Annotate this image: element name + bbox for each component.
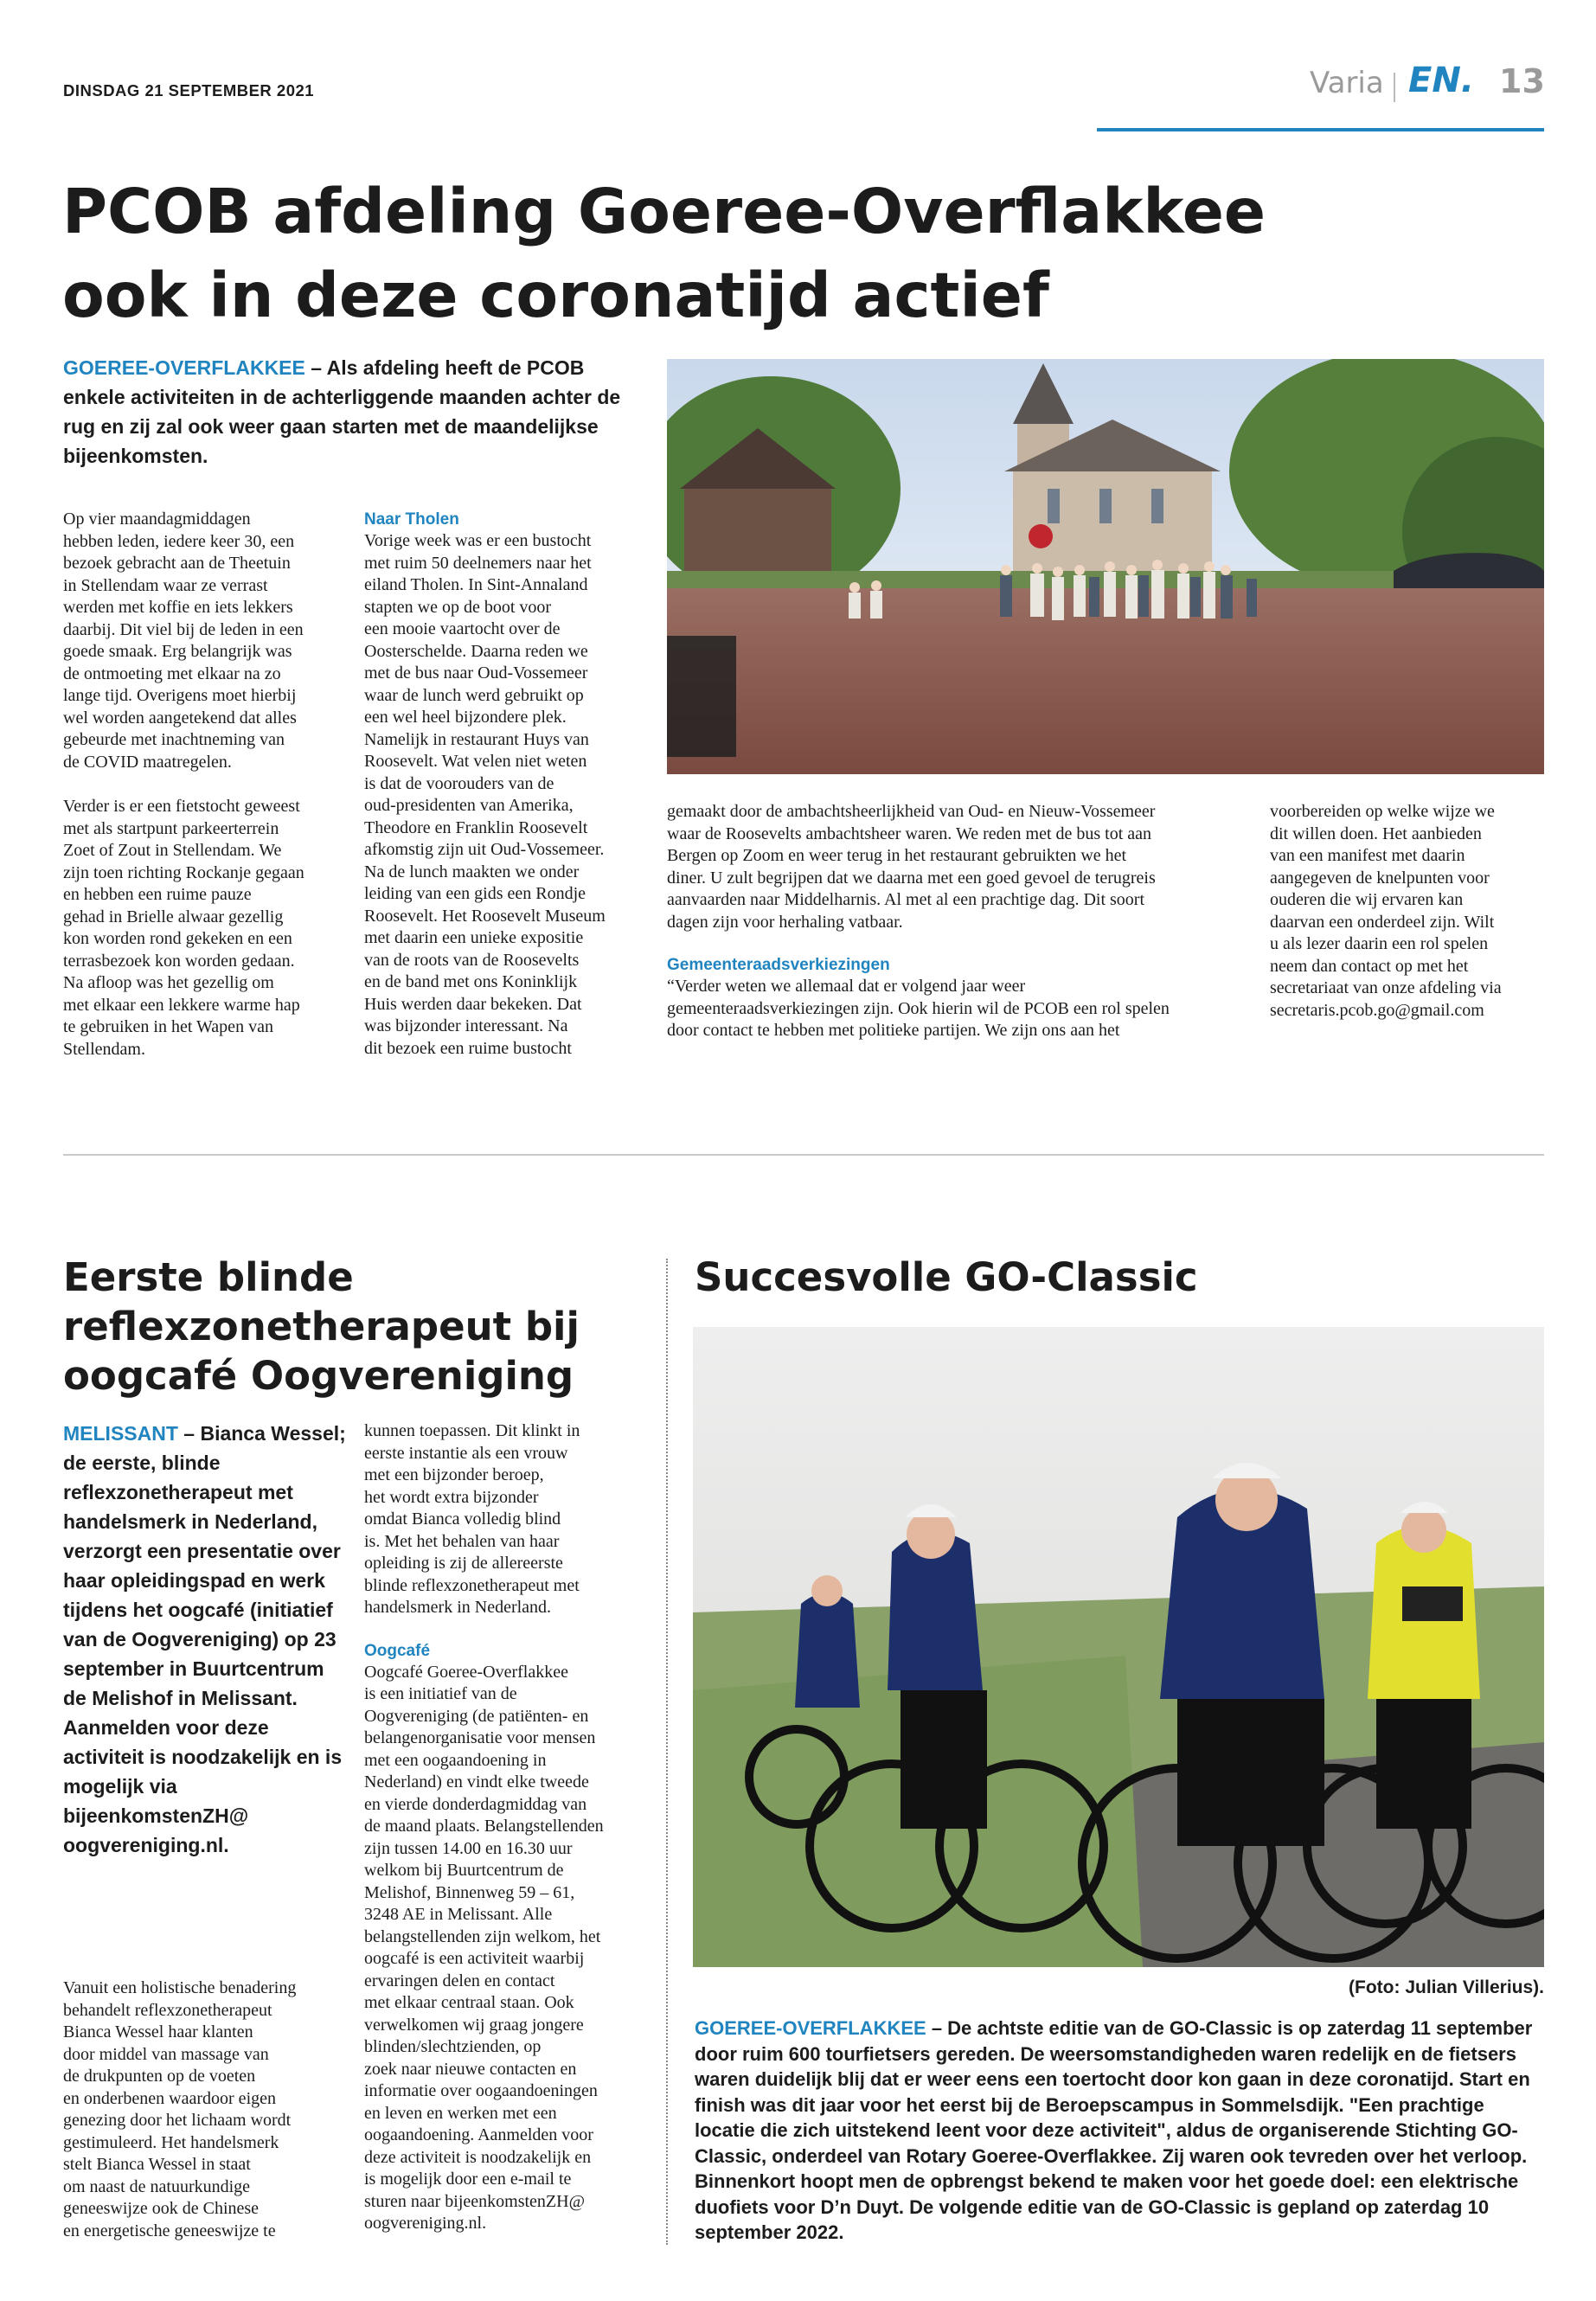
church-photo-illustration — [667, 359, 1544, 774]
article3-lead-text: – De achtste editie van de GO-Classic is op zaterdag 11 september door ruim 600 tourfietsers gereden. De weersomstandigheden waren redelijk en de fietsers waren duidelijk blij dat er weer eens een toertocht door kon gaan in deze coronatijd. Start en finish was dit jaar voor het eerst bij de Beroepscampus in Sommelsdijk. "Een prachtige locatie die zich uitstekend leent voor deze activiteit", aldus de organiserende Stichting GO-Classic, onderdeel van Rotary Goeree-Overflakkee. Zij waren ook tevreden over het verloop. Binnenkort hoopt men de opbrengst bekend te maken voor het goede doel: een elektrische duofiets voor D’n Duyt. De volgende editie van de GO-Classic is gepland op zaterdag 10 september 2022. — [695, 2017, 1533, 2243]
article1-column3 — [667, 801, 1212, 1042]
article1-lead — [63, 353, 634, 471]
article1-col2-text: Vorige week was er een bustocht met ruim 50 deelnemers naar het eiland Tholen. In Sint-Annaland stapten we op de boot voor een mooie vaartocht over de Oosterschelde. Daarna reden we met de bus naar Oud-Vossemeer waar de lunch werd gebruikt op een wel heel bijzondere plek. Namelijk in restaurant Huys van Roosevelt. Wat velen niet weten is dat de voorouders van de oud-presidenten van Amerika, Theodore en Franklin Roosevelt afkomstig zijn uit Oud-Vossemeer. Na de lunch maakten we onder leiding van een gids een Rondje Roosevelt. Het Roosevelt Museum met daarin een unieke expositie van de roots van de Roosevelts en de band met ons Koninklijk Huis werden daar bekeken. Dat was bijzonder interessant. Na dit bezoek een ruime bustocht — [364, 531, 606, 1058]
article1-headline-line1: PCOB afdeling Goeree-Overflakkee — [62, 176, 1266, 247]
article1-col4-text: voorbereiden op welke wijze we dit willen doen. Het aanbieden van een manifest met daarin aangegeven de knelpunten voor ouderen die wij ervaren kan daarvan een onderdeel zijn. Wilt u als lezer daarin een rol spelen neem dan contact op met het secretariaat van onze afdeling via secretaris.pcob.go@gmail.com — [1270, 802, 1502, 1020]
section-divider — [63, 1154, 1544, 1156]
article2-col2-text2: Oogcafé Goeree-Overflakkee is een initiatief van de Oogvereniging (de patiënten- en belangenorganisatie voor mensen met een oogaandoening in Nederland) en vindt elke tweede en vierde donderdagmiddag van de maand plaats. Belangstellenden zijn tussen 14.00 en 16.30 uur welkom bij Buurtcentrum de Melishof, Binnenweg 59 – 61, 3248 AE in Melissant. Alle belangstellenden zijn welkom, het oogcafé is een activiteit waarbij ervaringen delen en contact met elkaar centraal staan. Ook verwelkomen wij graag jongere blinden/slechtzienden, op zoek naar nieuwe contacten en informatie over oogaandoeningen en leven en werken met een oogaandoening. Aanmelden voor deze activiteit is noodzakelijk en is mogelijk door een e-mail te sturen naar bijeenkomstenZH@ oogvereniging.nl. — [364, 1662, 604, 2233]
cyclists-photo-illustration — [693, 1327, 1544, 1967]
issue-date: DINSDAG 21 SEPTEMBER 2021 — [63, 81, 315, 99]
article2-subhead-oogcafe: Oogcafé — [364, 1641, 431, 1660]
article3-lead — [695, 2016, 1544, 2246]
article2-column1 — [63, 1977, 349, 2242]
article2-col2-text: kunnen toepassen. Dit klinkt in eerste instantie als een vrouw met een bijzonder beroep, het wordt extra bijzonder omdat Bianca volledig blind is. Met het behalen van haar opleiding is zij de allereerste blinde reflexzonetherapeut met handelsmerk in Nederland. — [364, 1421, 580, 1617]
column-dotted-rule — [666, 1259, 668, 2245]
article1-subhead-tholen: Naar Tholen — [364, 510, 459, 529]
article1-col1-paragraph2: Verder is er een fietstocht geweest met als startpunt parkeerterrein Zoet of Zout in Stellendam. We zijn toen richting Rockanje gegaan en hebben een ruime pauze gehad in Brielle alwaar gezellig kon worden rond gekeken en een terrasbezoek kon worden gedaan. Na afloop was het gezellig om met elkaar een lekkere warme hap te gebruiken in het Wapen van Stellendam. — [63, 797, 304, 1059]
article2-lead — [63, 1419, 349, 1860]
article2-col1-text: Vanuit een holistische benadering behandelt reflexzonetherapeut Bianca Wessel haar klanten door middel van massage van de drukpunten op de voeten en onderbenen waardoor eigen genezing door het lichaam wordt gestimuleerd. Het handelsmerk stelt Bianca Wessel in staat om naast de natuurkundige geneeswijze ook de Chinese en energetische geneeswijze te — [63, 1978, 297, 2240]
article3-headline: Succesvolle GO-Classic — [695, 1254, 1198, 1300]
article1-lead-text: – Als afdeling heeft de PCOB enkele activiteiten in de achterliggende maanden achter de rug en zij zal ook weer gaan starten met de maandelijkse bijeenkomsten. — [63, 356, 621, 467]
article1-headline-line2: ook in deze coronatijd actief — [62, 260, 1049, 331]
article2-lead-text: – Bianca Wessel; de eerste, blinde reflexzonetherapeut met handelsmerk in Nederland, verzorgt een presentatie over haar opleidingspad en werk tijdens het oogcafé (initiatief van de Oogvereniging) op 23 september in Buurtcentrum de Melishof in Melissant. Aanmelden voor deze activiteit is noodzakelijk en is mogelijk via bijeenkomstenZH@ oogvereniging.nl. — [63, 1422, 346, 1856]
article1-col3-text2: “Verder weten we allemaal dat er volgend jaar weer gemeenteraadsverkiezingen zijn. Ook hierin wil de PCOB een rol spelen door contact te hebben met politieke partijen. We zijn ons aan het — [667, 977, 1170, 1040]
header-separator — [1394, 73, 1395, 102]
article2-column2 — [364, 1420, 650, 2235]
article1-col1-paragraph1: Op vier maandagmiddagen hebben leden, iedere keer 30, een bezoek gebracht aan de Theetuin in Stellendam waar ze verrast werden met koffie en iets lekkers daarbij. Dit viel bij de leden in een goede smaak. Erg belangrijk was de ontmoeting met elkaar na zo lange tijd. Overigens moet hierbij wel worden aangetekend dat alles gebeurde met inachtneming van de COVID maatregelen. — [63, 510, 304, 772]
article2-headline: Eerste blinde reflexzonetherapeut bij oogcafé Oogvereniging — [63, 1254, 580, 1399]
article1-col3-text: gemaakt door de ambachtsheerlijkheid van Oud- en Nieuw-Vossemeer waar de Roosevelts ambachtsheer waren. We reden met de bus tot aan Bergen op Zoom en weer terug in het restaurant gebruikten we het diner. U zult begrijpen dat we daarna met een goed gevoel de terugreis aanvaarden naar Middelharnis. Al met al een prachtige dag. Dit soort dagen zijn voor herhaling vatbaar. — [667, 802, 1156, 932]
article2-dateline: MELISSANT — [63, 1422, 178, 1445]
article1-dateline: GOEREE-OVERFLAKKEE — [63, 356, 305, 379]
section-label: Varia — [1310, 66, 1384, 100]
header-accent-line — [1097, 128, 1544, 131]
article1-column1 — [63, 509, 349, 1061]
article1-column2 — [364, 509, 650, 1060]
article1-headline — [62, 170, 1273, 337]
photo-caption: (Foto: Julian Villerius). — [1349, 1977, 1544, 1997]
article1-column4 — [1270, 801, 1547, 1022]
cyclists-photo — [693, 1327, 1544, 1967]
article1-subhead-elections: Gemeenteraadsverkiezingen — [667, 956, 890, 974]
article3-dateline: GOEREE-OVERFLAKKEE — [695, 2017, 926, 2039]
church-group-photo — [667, 359, 1544, 774]
publication-logo: EN. — [1408, 61, 1474, 100]
page-number: 13 — [1499, 62, 1545, 100]
